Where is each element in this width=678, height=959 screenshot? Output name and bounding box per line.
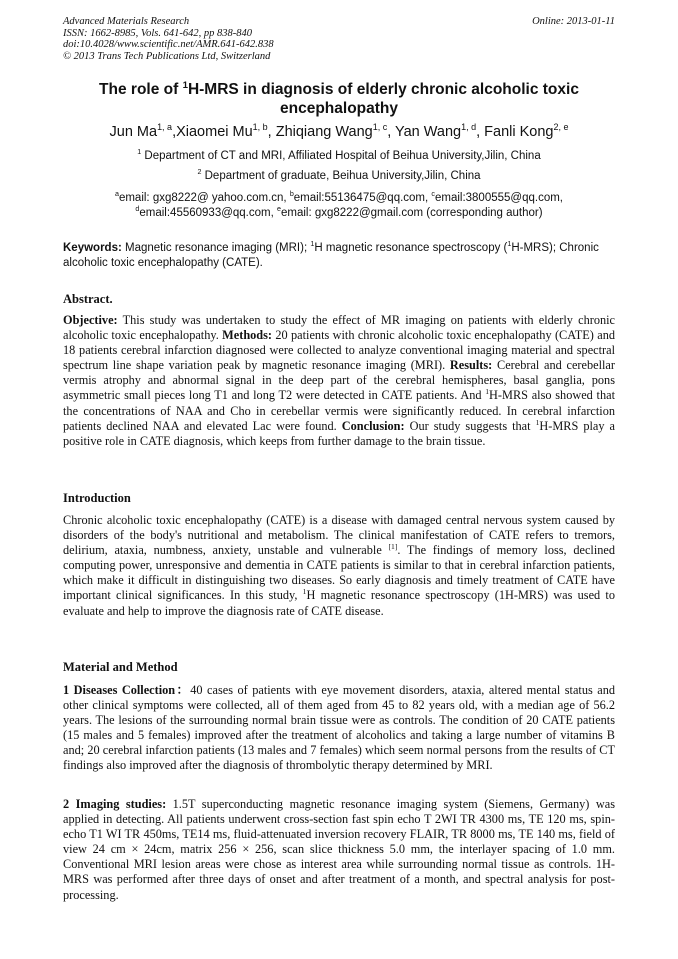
introduction-heading: Introduction (63, 491, 131, 505)
affiliation-1: $^1$ Department of CT and MRI, Affiliated Hospital of Beihua University,Jilin, China (137, 148, 541, 162)
author: Fanli Kong (484, 124, 554, 140)
journal-header (63, 16, 274, 62)
journal-doi: doi:10.4028/www.scientific.net/AMR.641-642.838 (63, 39, 274, 51)
author-list: Jun Ma$^{1, a}$,Xiaomei Mu$^{1, b}$, Zhiqiang Wang$^{1, c}$, Yan Wang$^{1, d}$, Fanli Kong$^{2, e}$ (109, 122, 569, 140)
journal-copyright: © 2013 Trans Tech Publications Ltd, Switzerland (63, 50, 271, 62)
methods-heading: Material and Method (63, 660, 178, 674)
journal-issn: ISSN: 1662-8985, Vols. 641-642, pp 838-840 (63, 27, 252, 39)
author: Yan Wang (395, 124, 462, 140)
introduction-body: Chronic alcoholic toxic encephalopathy (CATE) is a disease with damaged central nervous system caused by disorders of the body's nutritional and metabolism. The clinical manifestation of CATE refers to tremors, delirium, ataxia, numbness, anxiety, unstable and vulnerable [1]. The findings of memory loss, declined computing power, unresponsive and dementia in CATE patients is similar to that in cerebral infarction patients, which make it difficult in distinguishing two diseases. So early diagnosis and timely treatment of CATE have important clinical significances. In this study, $^1$H magnetic resonance spectroscopy (1H-MRS) was used to evaluate and help to improve the diagnosis rate of CATE disease. (63, 513, 615, 618)
online-date: Online: 2013-01-11 (532, 16, 615, 27)
author-emails (63, 191, 615, 221)
journal-name: Advanced Materials Research (63, 16, 190, 27)
methods-section-1: 1 Diseases Collection：40 cases of patients with eye movement disorders, ataxia, altered mental status and other clinical symptoms were collected, all of them aged from 45 to 82 years old, with a median age of 56.2 years. The lesions of the surrounding normal brain tissue were as controls. The condition of 20 CATE patients (15 males and 5 females) improved after the treatment of alcoholics and taking a large number of vitamins B and; 20 cerebral infarction patients (13 males and 7 females) which seem normal persons from the results of CT findings also improved after the diagnosis of thrombolytic therapy determined by MRI. (63, 683, 615, 773)
keywords-label: Keywords: (63, 242, 122, 254)
author: Jun Ma (109, 124, 158, 140)
author: Xiaomei Mu (176, 124, 253, 140)
paper-title: The role of $^1$H-MRS in diagnosis of elderly chronic alcoholic toxic encephalopathy (99, 79, 579, 117)
abstract-heading: Abstract. (63, 292, 113, 306)
email-line-1: $^a$email: gxg8222@ yahoo.com.cn, $^b$email:55136475@qq.com, $^c$email:3800555@qq.com, (114, 190, 563, 204)
email-line-2: $^d$email:45560933@qq.com, $^e$email: gxg8222@gmail.com (corresponding author) (135, 205, 543, 219)
abstract-body: Objective: This study was undertaken to study the effect of MR imaging on patients with elderly chronic alcoholic toxic encephalopathy. Methods: 20 patients with chronic alcoholic toxic encephalopathy (CATE) and 18 patients cerebral infarction diagnosed were collected to analyze conventional imaging material and spectral spectrum line shape variation peak by magnetic resonance imaging (MRI). Results: Cerebral and cerebellar vermis atrophy and abnormal signal in the deep part of the cerebral hemispheres, basal ganglia, pons asymmetric small pieces long T1 and long T2 were detected in CATE patients. And $^1$H-MRS also showed that the concentrations of NAA and Cho in cerebellar vermis were significantly reduced. In cerebral infarction patients declined NAA and elevated Lac were found. Conclusion: Our study suggests that $^1$H-MRS play a positive role in CATE diagnosis, which keeps from further damage to the brain tissue. (63, 313, 615, 448)
affiliation-2: $^2$ Department of graduate, Beihua University,Jilin, China (197, 168, 481, 182)
keywords: Keywords: Magnetic resonance imaging (MRI); $^1$H magnetic resonance spectroscopy ($^1$H-MRS); Chronic alcoholic toxic encephalopathy (CATE). (63, 240, 599, 269)
citation: [1] (388, 542, 398, 552)
author: Zhiqiang Wang (275, 124, 373, 140)
methods-section-2: 2 Imaging studies: 1.5T superconducting magnetic resonance imaging system (Siemens, Germany) was applied in detecting. All patients underwent cross-section fast spin echo T 2WI TR 4300 ms, TE 120 ms, spin-echo T1 WI TR 450ms, TE14 ms, fluid-attenuated inversion recovery FLAIR, TR 8000 ms, TE 140 ms, field of view 24 cm × 24cm, matrix 256 × 256, scan slice thickness 5.0 mm, the interlayer spacing of 1.0 mm. Conventional MRI lesion areas were chose as interest area while surrounding normal tissue as controls. 1H-MRS was performed after three days of onset and after treatment of a month, and spectral analysis for post-processing. (63, 797, 615, 902)
